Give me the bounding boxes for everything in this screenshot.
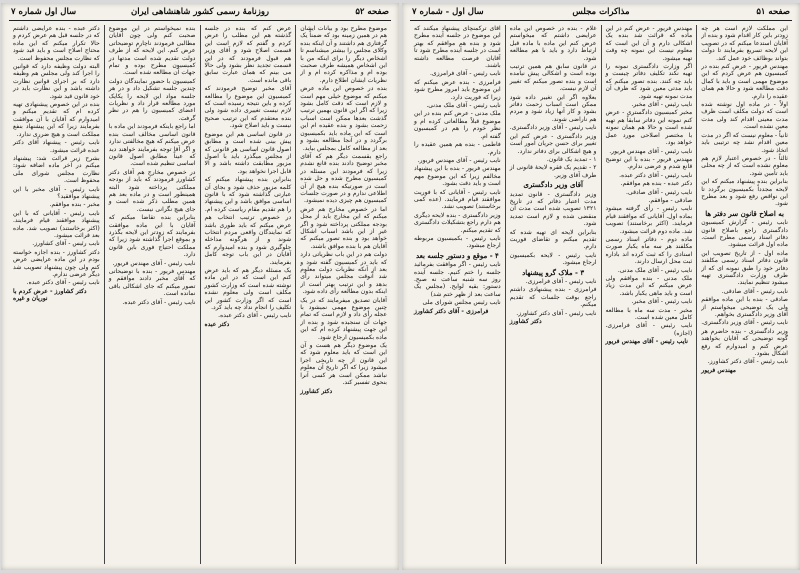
article-paragraph: اما راجع باینکه فرمودند این ماده با قانون اساسی مخالف است بنده عرض میکنم که هیچ مخالفتی ندارد و اگر آقا توجه بفرمایند خواهند دید که عیناً مطابق اصول قانون اساسی تنظیم شده است.	[108, 123, 196, 168]
right-col-2	[602, 25, 698, 564]
article-paragraph: نایب رئیس - آقای دکتر عبده.	[26, 279, 100, 287]
article-paragraph: مهندس فریور - عرض کنم بنده در کمیسیون هم عرض کردم که این موضوع مهمی است و باید با کمال دقت مطالعه شود و حالا هم همان عقیده را دارم.	[701, 63, 788, 100]
article-paragraph: بعلاوه اگر این تغییر داده شود ممکن است اسباب زحمت دفاتر بشود و کار آنها زیاد شود و مردم هم ناراضی شوند.	[509, 93, 597, 123]
speaker-signature: دکتر عبده	[204, 320, 230, 328]
article-paragraph: نایب رئیس - لایحه بکمیسیون ارجاع میشود.	[509, 251, 597, 267]
article-paragraph: دکتر عبده - بنده هم موافقم.	[620, 180, 693, 188]
speaker-signature: نایب رئیس - آقای مهندس فریور	[605, 338, 688, 346]
article-paragraph: کمیسیون با حضور نمایندگان دولت چندین جلسه تشکیل داد و در هر جلسه مواد این لایحه را یکایک مورد مطالعه قرار داد و نظریات اعضای کمیسیون را هم در نظر گرفت.	[108, 77, 196, 122]
article-paragraph: این مملکت لازم است هر چه زودتر باین کار اقدام شود و بنده از آقایان استدعا میکنم که در تصویب این لایحه تسریع بفرمایند تا دولت بتواند بوظائف خود عمل کند.	[701, 25, 788, 62]
article-paragraph: نایب رئیس - بکمیسیون مربوطه ارجاع میشود.	[414, 234, 501, 250]
article-paragraph: وزیر دادگستری - قانون تمدید مدت اعتبار دفاتر که در تاریخ ۱۳۲۱ تصویب شده است مدت آن منقضی شده و لازم است تمدید شود.	[509, 190, 597, 228]
article-paragraph: نایب رئیس - آقای ملک مدنی.	[617, 266, 693, 274]
article-paragraph: نایب رئیس - آقای صادقی.	[626, 188, 693, 196]
article-paragraph: صادقی - موافقم.	[648, 196, 693, 204]
article-paragraph: مخبر کمیسیون دادگستری - عرض کنم نمونه این دفاتر سابقاً هم تهیه شده است و حالا هم همان نمونه با مختصر اصلاحی مورد عمل خواهد بود.	[605, 109, 693, 147]
article-paragraph: بنده در خصوص این ماده عرض میکنم که موضوع خیلی مهم است و لازم است که دقت کامل بشود زیرا که اگر این قانون بهمین ترتیب گذشت بعدها ممکن است اسباب زحمت بشود و بنده عقیده ام این است که این ماده باید بکمیسیون برگردد و در آنجا مطالعه بشود و بعد از مطالعه کامل بمجلس بیاید.	[300, 85, 387, 152]
article-paragraph: ۲ - تقدیم یک فقره لایحهٔ قانونی از طرف آقای وزیر.	[509, 164, 597, 179]
article-paragraph: وزیر دادگستری - بنده حاضرم هر گونه توضیحی که آقایان بخواهند عرض کنم و امیدوارم که رفع اشکال بشود.	[701, 327, 788, 358]
article-paragraph: در قانون سابق هم همین ترتیب بوده است و اشکالی پیش نیامده است و بنده تصور میکنم که تغییر آن لازم نیست.	[509, 63, 597, 93]
article-paragraph: ماده دوم - دفاتر اسناد رسمی مکلفند هر سه ماه یکبار صورت اسنادی را که ثبت کرده اند باداره ثبت محل ارسال دارند.	[605, 235, 693, 266]
article-paragraph: نایب رئیس - آقای دکتر عبده.	[122, 298, 196, 306]
speaker-signature: مهندس فریور	[701, 366, 736, 374]
right-page-header	[410, 7, 792, 21]
article-paragraph: وزیر دادگستری - بنده لایحه دیگری هم دارم راجع بتشکیلات دادگستری که تقدیم میکنم.	[413, 211, 501, 234]
article-paragraph: راجع بقسمت دیگر هم که آقای مخبر توضیح دادند بنده قانع نشدم زیرا که فرمودند این مسئله در کمیسیون مطرح شده و حل شده است در صورتیکه بنده هیچ از آن اطلاعی ندارم و در صورت جلسات کمیسیون هم چیزی دیده نمیشود.	[300, 152, 387, 205]
article-paragraph: نایب رئیس - آقای وزیر دادگستری.	[509, 124, 597, 132]
article-paragraph: آقایان تصدیق میفرمایند که در یک چنین موضوع مهمی نمیشود با عجله رأی داد و لازم است که تمام جهات آن سنجیده شود و بنده از این جهت پیشنهاد کرده ام که این ماده بکمیسیون ارجاع شود.	[300, 296, 387, 341]
article-paragraph: موضوع مطرح بود و بیانات ایشان هم در همین زمینه بود که ضمناً یک گرفتاری هم داشتند و آن اینکه بنده وکلای مجلس را بیشتر میشناسم تا اشخاص دیگر را برای اینکه من با این اشخاص همیشه طرف صحبت بوده ام و مذاکره کرده ام و از نظریات ایشان اطلاع دارم.	[300, 25, 387, 84]
article-paragraph: نایب رئیس - آقایانی که با فوریت موافقند قیام فرمایند. (عده کمی برخاستند) تصویب نشد.	[414, 188, 501, 211]
article-paragraph: نایب رئیس - آقای مهندس فریور.	[417, 156, 501, 164]
article-paragraph: وزیر دادگستری - عرض کنم این تغییر برای حسن جریان امور است و هیچ اشکالی برای دفاتر ندارد.	[509, 132, 597, 155]
article-paragraph: نایب رئیس - آقای فرامرزی. (اجازه)	[605, 322, 693, 337]
article-paragraph: مهندس فریور - بنده با این پیشنهاد مخالفم زیرا که این موضوع مهم است و باید دقت بشود.	[414, 165, 501, 188]
right-col-1	[697, 25, 792, 564]
article-paragraph: عرض کنم که بنده در جلسه گذشته هم این مطلب را عرض کردم و گفتم که لازم است این قسمت اصلاح شود و آقای وزیر هم قبول فرمودند که در این قسمت تجدید نظر بشود ولی حالا می بینم که همان عبارت سابق باقی مانده است.	[204, 25, 292, 84]
article-paragraph: نایب رئیس - آقای مهندس فریور.	[112, 259, 196, 267]
article-paragraph: در خصوص مخارج هم آقای دکتر کشاورز فرمودند که باید از بودجه مملکتی پرداخته شود البته همینطور است و در ماده بعد هم همین مطلب ذکر شده است و جای هیچ نگرانی نیست.	[108, 168, 196, 213]
article-paragraph: نایب رئیس - آقای صادقی.	[721, 287, 788, 295]
article-paragraph: نایب رئیس - آقای مهندس فریور.	[609, 147, 693, 155]
article-paragraph: ثانیاً - معلوم نیست که اگر در مدت معین اقدام نشد چه ترتیبی باید اتخاذ شود.	[701, 131, 788, 154]
left-page-title: روزنامهٔ رسمی کشور شاهنشاهی ایران	[130, 7, 270, 17]
article-paragraph: نایب رئیس - آقای دکتر کشاورز.	[516, 309, 597, 317]
right-page-issue: سال اول - شماره ۷	[412, 7, 484, 17]
left-page	[1, 3, 399, 570]
article-paragraph: یک موضوع دیگر هم هست و آن این است که باید معلوم شود که این قانون از چه تاریخی اجرا میشود زیرا که اگر تاریخ آن معلوم نباشد ممکن است هر کسی آنرا بنحوی تفسیر کند.	[300, 342, 387, 387]
section-heading: به اصلاح قانون سر دفتر ها	[705, 208, 784, 218]
article-paragraph: ماده اول - از تاریخ تصویب این قانون دفاتر اسناد رسمی مکلفند دفاتر خود را طبق نمونه ای که از طرف وزارت دادگستری تهیه میشود تنظیم نمایند.	[701, 249, 788, 287]
left-page-issue: سال اول شماره ۷	[11, 7, 77, 17]
article-paragraph: فرامرزی - بنده عرض میکنم که این موضوع باید امروز مطرح شود زیرا که فوریت دارد.	[414, 78, 501, 101]
left-page-number: صفحه ۵۲	[355, 7, 389, 17]
article-paragraph: نایب رئیس - رأی گرفته میشود بماده اول. آقایانی که موافقند قیام فرمایند. (اکثر برخاستند) تصویب شد. ماده دوم قرائت میشود.	[605, 205, 693, 235]
article-paragraph: دکتر کشاورز - بنده اجازه خواسته بودم در این ماده عرایضی عرض کنم ولی چون پیشنهاد تصویب شد دیگر عرضی ندارم.	[13, 248, 100, 278]
right-page-title: مذاکرات مجلس	[572, 7, 630, 17]
section-heading: ۴ - موقع و دستور جلسه بعد	[415, 250, 499, 260]
article-paragraph: مخبر - بنده موافقم.	[49, 201, 100, 209]
article-paragraph: اگر وزارت دادگستری نمونه را تهیه نکند تکلیف دفاتر چیست و باید چه کنند. بنده تصور میکنم که باید مدتی معین شود که ظرف آن مدت نمونه تهیه شود.	[605, 63, 693, 100]
article-paragraph: بنابراین بنده تقاضا میکنم که آقایان با این ماده موافقت بفرمایند که زودتر این لایحه بگذرد و بموقع اجرا گذاشته شود زیرا که مملکت احتیاج فوری باین قانون دارد.	[108, 214, 196, 259]
section-heading: آقای وزیر دادگستری	[523, 180, 583, 190]
left-col-2	[201, 25, 297, 564]
article-paragraph: نایب رئیس - آقای وزیر دادگستری.	[701, 319, 788, 327]
article-paragraph: ملک مدنی - عرض کنم بنده در این موضوع قبلاً مطالعاتی کرده ام و نظر خودم را هم در کمیسیون گفته ام.	[414, 110, 501, 140]
article-paragraph: ملک مدنی - بنده موافقم ولی عرض میکنم که این مدت زیاد است و باید ماهی یکبار باشد.	[605, 275, 693, 297]
article-paragraph: نایب رئیس مجلس شورای ملی	[422, 299, 501, 307]
section-heading: ۳ - ملاک گرو پیشنهاد	[522, 267, 585, 277]
article-paragraph: بنده نمیخواستم در این موضوع صحبت کنم ولی چون آقایان مطالبی فرمودند ناچارم توضیحاتی عرض کنم. این لایحه که از طرف دولت تقدیم شده است مدتها در کمیسیون مطرح بوده و تمام جهات آن مطالعه شده است.	[108, 25, 196, 77]
right-page	[402, 3, 800, 570]
article-paragraph: بنده در این خصوص پیشنهادی تهیه کرده ام که تقدیم میکنم و امیدوارم که آقایان با آن موافقت بفرمایند زیرا که این پیشنهاد بنفع مملکت است و هیچ ضرری ندارد.	[13, 101, 100, 138]
left-col-4	[9, 25, 105, 564]
article-paragraph: نایب رئیس - آقای دکتر کشاورز.	[707, 358, 788, 366]
article-paragraph: نایب رئیس - پیشنهاد آقای دکتر عبده قرائت میشود.	[13, 139, 100, 154]
article-paragraph: دولت هم در این باب نظریاتی دارد که باید در کمیسیون گفته شود و بعد از آنکه نظریات دولت معلوم شد آنوقت مجلس میتواند رأی بدهد و این ترتیب بهتر است از اینکه بدون مطالعه رأی داده شود.	[300, 251, 387, 296]
article-paragraph: نایب رئیس - آقای دکتر عبده.	[218, 312, 292, 320]
article-paragraph: البته دولت وظیفه دارد که قوانین را اجرا کند ولی مجلس هم وظیفه دارد که بر اجرای قوانین نظارت داشته باشد و این نظارت باید در خود قانون قید شود.	[13, 63, 100, 100]
article-paragraph: در خصوص ترتیب انتخاب هم عرض میکنم که باید طوری باشد که نمایندگان واقعی مردم انتخاب شوند و از هرگونه مداخله جلوگیری شود و بنده امیدوارم که آقایان در این باب توجه کامل بفرمایند.	[204, 214, 292, 266]
article-paragraph: نایب رئیس - آقای مخبر.	[631, 101, 693, 109]
left-col-1	[296, 25, 391, 564]
article-paragraph: نایب رئیس - گزارش کمیسیون دادگستری راجع باصلاح قانون دفاتر اسناد رسمی مطرح است. ماده اول قرائت میشود.	[701, 219, 788, 249]
article-paragraph: بنابراین بنده پیشنهاد میکنم که کلمه مزبور حذف شود و بجای آن عبارتی گذاشته شود که با قانون اساسی موافق باشد و این پیشنهاد را هم تقدیم مقام ریاست کرده ام.	[204, 176, 292, 213]
right-col-3	[506, 25, 602, 564]
article-paragraph: بنابراین لایحه ای تهیه شده که تقدیم میکنم و تقاضای فوریت دارم.	[509, 228, 597, 251]
article-paragraph: نایب رئیس - آقای ملک مدنی.	[426, 102, 501, 110]
speaker-signature: دکتر کشاورز	[300, 387, 333, 395]
speaker-signature: دکتر کشاورز	[509, 318, 542, 326]
article-paragraph: آقای ترکمنچای پیشنهاد میکنند که این موضوع در جلسه آینده مطرح شود و بنده هم موافقم که بهتر است در جلسه آینده مطرح شود تا آقایان فرصت مطالعه داشته باشند.	[414, 25, 501, 70]
article-paragraph: نایب رئیس - آقای دکتر عبده.	[619, 171, 693, 179]
article-paragraph: بشرح زیر قرائت شد: پیشنهاد میکنم در آخر ماده اضافه شود: نظارت مجلس شورای ملی محفوظ است.	[13, 154, 100, 185]
right-page-number: صفحه ۵۱	[756, 7, 790, 17]
article-paragraph: فاطمی - بنده هم همین عقیده را دارم.	[414, 141, 501, 156]
article-paragraph: ثالثاً - در خصوص اعتبار لازم هم معلوم نشده است که از چه محلی باید تأمین شود.	[701, 154, 788, 177]
right-col-4	[410, 25, 506, 564]
article-paragraph: صادقی - بنده با این ماده موافقم ولی یک توضیحی میخواستم از آقای وزیر دادگستری بخواهم.	[701, 296, 788, 319]
speaker-signature: دکتر کشاورز - عرض کردم با نوریان و غیره	[13, 287, 87, 303]
article-paragraph: بنابراین بنده پیشنهاد میکنم که این لایحه مجدداً بکمیسیون برگردد تا این نواقص رفع شود و بعد مطرح شود.	[701, 178, 788, 208]
left-page-header	[9, 7, 391, 21]
article-paragraph: ۱ - تمدید یک قانون.	[546, 155, 597, 163]
article-paragraph: در قانون اساسی هم این موضوع پیش بینی شده است و مطابق اصول قانون اساسی هر قانونی که از مجلس میگذرد باید با اصول مزبور مطابقت داشته باشد و الا قابل اجرا نخواهد بود.	[204, 130, 292, 175]
article-paragraph: یک مسئله دیگر هم که باید عرض کنم این است که در این ماده نوشته شده است که وزارت کشور مکلف است ولی معلوم نشده است که اگر وزارت کشور این تکلیف را انجام نداد چه باید کرد.	[204, 267, 292, 312]
speaker-signature: فرامرزی - آقای دکتر کشاورز	[414, 307, 489, 315]
article-paragraph: مهندس فریور - بنده با توضیحاتی که آقای مخبر دادند موافقم و تصور میکنم که جای اشکالی باقی نمانده است.	[108, 268, 196, 298]
article-paragraph: دکتر عبده - بنده عرایضی داشتم که در جلسه قبل هم عرض کردم و حالا تکرار میکنم که این ماده محتاج اصلاح است و باید قید شود که نظارت مجلس محفوظ است.	[13, 25, 100, 62]
article-paragraph: نایب رئیس - آقای فرامرزی.	[429, 70, 501, 78]
article-paragraph: اما در خصوص مخارج هم عرض میکنم که این مخارج باید از محل بودجه مملکتی پرداخته شود و اگر غیر از این باشد اسباب اشکال خواهد بود و بنده تصور میکنم که آقایان هم با بنده موافق باشند.	[300, 205, 387, 250]
article-paragraph: نایب رئیس - آقای مخبر.	[631, 298, 693, 306]
article-paragraph: مهندس فریور - بنده با این توضیح قانع شدم و عرضی ندارم.	[605, 155, 693, 171]
left-page-columns	[9, 25, 391, 564]
article-paragraph: اولاً - در ماده اول نوشته شده است که دولت مکلف است ظرف مدت معینی اقدام کند ولی مدت معین نشده است.	[701, 101, 788, 131]
left-col-3	[105, 25, 201, 564]
article-paragraph: مهندس فریور - عرض کنم در این ماده که قرائت شد بنده یک اشکالی دارم و آن این است که معلوم نیست این نمونه چه وقت تهیه میشود.	[605, 25, 693, 62]
right-page-columns	[410, 25, 792, 564]
article-paragraph: غلام - بنده در خصوص این ماده عرایضی داشتم که میخواستم عرض کنم این ماده با ماده قبل ارتباط دارد و باید با هم مطالعه شود.	[509, 25, 597, 62]
article-paragraph: آقای مخبر توضیح فرمودند که کمیسیون این موضوع را مطالعه کرده و باین نتیجه رسیده است که لازم نیست تغییری داده شود ولی بنده معتقدم که این ترتیب صحیح نیست و باید اصلاح شود.	[204, 85, 292, 130]
article-paragraph: نایب رئیس - آقایانی که با این پیشنهاد موافقند قیام فرمایند. (اکثر برخاستند) تصویب شد. ماده بعد قرائت میشود.	[13, 209, 100, 239]
article-paragraph: نایب رئیس - آقای فرامرزی.	[525, 278, 597, 285]
article-paragraph: مخبر - مدت سه ماه با مطالعه کامل معین شده است.	[605, 306, 693, 322]
article-paragraph: نایب رئیس - آقای مخبر با این پیشنهاد موافقید؟	[13, 185, 100, 200]
article-paragraph: فرامرزی - بنده پیشنهادی داشتم راجع بوقت جلسات که تقدیم میکنم.	[509, 286, 597, 309]
article-paragraph: نایب رئیس - اگر موافقت بفرمائید جلسه را ختم کنیم. جلسه آینده روز سه شنبه ساعت نه صبح. دستور: بقیه لوایح. (مجلس یک ساعت بعد از ظهر ختم شد)	[414, 261, 501, 298]
article-paragraph: نایب رئیس - آقای کشاورز.	[32, 240, 100, 248]
